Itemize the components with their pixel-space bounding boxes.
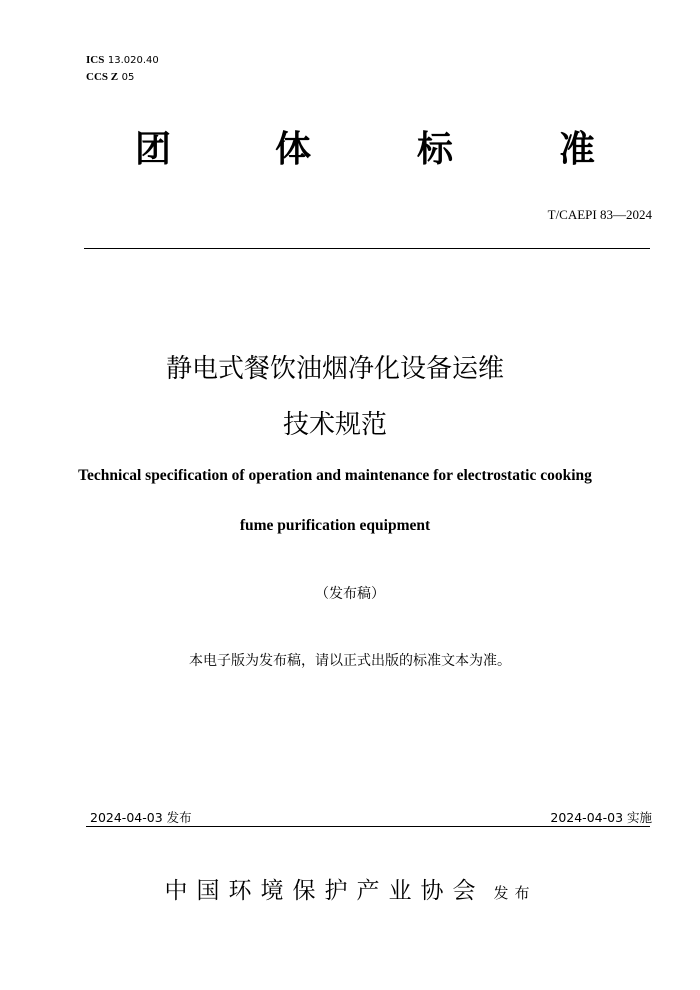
implement-date: 2024-04-03 实施	[550, 810, 652, 825]
ics-value: 13.020.40	[107, 55, 159, 66]
ics-label: ICS	[86, 54, 105, 66]
title-cn-line2: 技术规范	[282, 410, 387, 440]
draft-label: （发布稿）	[315, 586, 385, 602]
ccs-label: CCS Z	[86, 71, 119, 83]
standard-number: T/CAEPI 83—2024	[547, 207, 652, 222]
footer-divider	[86, 826, 650, 827]
publish-date: 2024-04-03 发布	[90, 810, 192, 825]
header-divider	[84, 248, 650, 249]
notice-text: 本电子版为发布稿，请以正式出版的标准文本为准。	[189, 653, 511, 669]
ics-code	[86, 53, 159, 67]
publisher-name: 中国环境保护产业协会	[164, 878, 485, 904]
standard-type-char-1: 团	[134, 129, 171, 170]
standard-type-char-2: 体	[274, 129, 311, 170]
title-en-line2: fume purification equipment	[239, 517, 431, 534]
standard-type-char-4: 准	[558, 129, 595, 170]
title-cn-line1: 静电式餐饮油烟净化设备运维	[165, 354, 504, 384]
publisher-suffix: 发布	[493, 884, 536, 902]
title-en-line1: Technical specification of operation and maintenance for electrostatic cooking	[78, 467, 592, 484]
ccs-code	[86, 70, 134, 84]
standard-type-char-3: 标	[416, 129, 453, 170]
ccs-value: 05	[121, 72, 135, 83]
publisher	[0, 872, 700, 905]
